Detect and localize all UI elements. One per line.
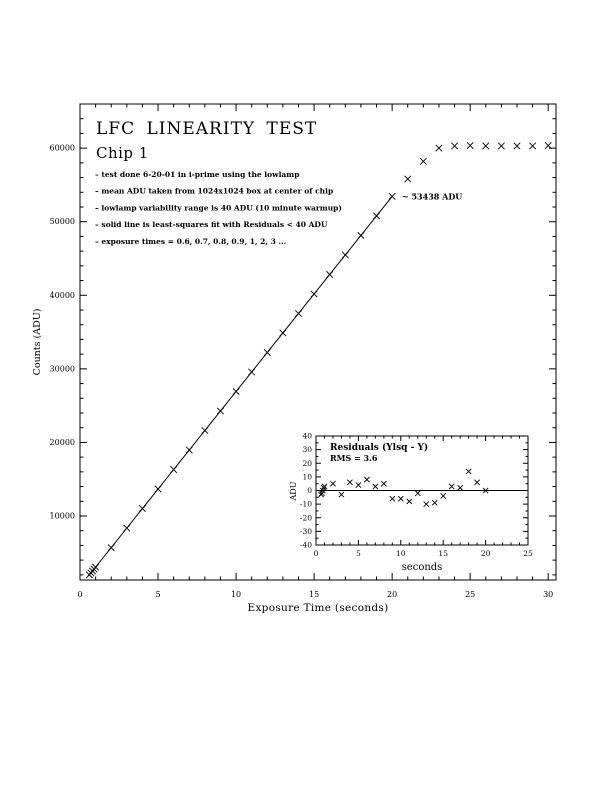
- residual-point-marker: [432, 500, 437, 505]
- annotation-list: [95, 170, 342, 246]
- chart-title: LFC LINEARITY TEST: [96, 119, 318, 139]
- residual-point-marker: [398, 496, 403, 501]
- annotation-line: – lowlamp variability range is 40 ADU (10 minute warmup): [95, 203, 342, 213]
- inset-y-tick-label: 20: [302, 458, 312, 468]
- residual-point-marker: [356, 482, 361, 487]
- annotation-line: – solid line is least-squares fit with Residuals < 40 ADU: [95, 220, 328, 230]
- inset-y-tick-label: 40: [302, 431, 312, 441]
- inset-x-axis-label: seconds: [401, 562, 443, 573]
- data-point-marker: [202, 427, 208, 433]
- data-point-marker: [217, 408, 223, 414]
- data-point-marker: [514, 143, 520, 149]
- inset-y-tick-label: -40: [299, 540, 312, 550]
- data-point-marker: [92, 564, 98, 570]
- y-axis-label: Counts (ADU): [32, 308, 43, 376]
- inset-x-tick-label: 25: [523, 549, 533, 558]
- residual-point-marker: [381, 481, 386, 486]
- x-tick-label: 20: [387, 590, 398, 599]
- data-point-marker: [233, 388, 239, 394]
- inset-y-tick-label: -20: [299, 513, 312, 523]
- chart-subtitle: Chip 1: [96, 144, 149, 162]
- data-point-marker: [311, 291, 317, 297]
- residual-point-marker: [458, 485, 463, 490]
- data-point-marker: [467, 142, 473, 148]
- inset-y-tick-label: -30: [299, 526, 312, 536]
- inset-y-tick-label: 10: [302, 472, 312, 482]
- residual-point-marker: [373, 484, 378, 489]
- data-point-marker: [186, 447, 192, 453]
- y-tick-label: 20000: [49, 437, 75, 447]
- data-point-marker: [248, 369, 254, 375]
- y-tick-label: 40000: [49, 290, 75, 300]
- inset-rms-label: RMS = 3.6: [330, 453, 378, 463]
- inset-y-tick-label: -10: [299, 499, 312, 509]
- y-tick-label: 30000: [49, 364, 75, 374]
- residual-point-marker: [415, 491, 420, 496]
- x-tick-label: 15: [309, 590, 320, 599]
- residual-point-marker: [390, 496, 395, 501]
- y-tick-label: 50000: [49, 217, 75, 227]
- data-point-marker: [498, 143, 504, 149]
- residual-point-marker: [364, 477, 369, 482]
- annotation-line: – mean ADU taken from 1024x1024 box at center of chip: [95, 186, 334, 196]
- x-axis-label: Exposure Time (seconds): [247, 602, 389, 614]
- residual-point-marker: [347, 480, 352, 485]
- saturation-point-label: ~ 53438 ADU: [402, 191, 463, 202]
- data-point-marker: [483, 143, 489, 149]
- residual-point-marker: [330, 481, 335, 486]
- annotation-line: – test done 6-20-01 in i-prime using the lowlamp: [95, 170, 300, 179]
- inset-x-tick-label: 15: [438, 549, 448, 558]
- inset-x-tick-label: 0: [313, 549, 319, 558]
- data-point-marker: [139, 505, 145, 511]
- data-point-marker: [529, 143, 535, 149]
- inset-x-tick-label: 5: [356, 549, 361, 558]
- data-point-marker: [420, 158, 426, 164]
- data-point-marker: [436, 145, 442, 151]
- residual-point-marker: [407, 499, 412, 504]
- data-point-marker: [389, 193, 395, 199]
- inset-x-tick-label: 20: [480, 549, 491, 558]
- residual-point-marker: [466, 469, 471, 474]
- data-point-marker: [373, 213, 379, 219]
- data-point-marker: [545, 142, 551, 148]
- x-tick-label: 10: [230, 590, 242, 599]
- inset-y-tick-label: 30: [302, 445, 312, 455]
- inset-y-axis-label: ADU: [289, 481, 298, 501]
- residual-point-marker: [339, 492, 344, 497]
- data-point-marker: [170, 466, 176, 472]
- inset-title: Residuals (Ylsq - Y): [330, 443, 429, 453]
- y-tick-label: 10000: [49, 511, 75, 521]
- data-point-marker: [342, 252, 348, 258]
- data-point-marker: [124, 525, 130, 531]
- x-tick-label: 0: [77, 590, 83, 599]
- data-point-marker: [358, 232, 364, 238]
- x-tick-label: 25: [465, 590, 476, 599]
- residual-point-marker: [449, 484, 454, 489]
- data-point-marker: [280, 330, 286, 336]
- data-point-marker: [295, 310, 301, 316]
- data-point-marker: [327, 271, 333, 277]
- data-point-marker: [264, 349, 270, 355]
- data-point-marker: [155, 486, 161, 492]
- data-point-marker: [108, 544, 114, 550]
- residual-point-marker: [475, 480, 480, 485]
- data-point-marker: [451, 143, 457, 149]
- inset-y-tick-label: 0: [307, 486, 312, 495]
- residual-point-marker: [441, 493, 446, 498]
- inset-x-tick-label: 10: [396, 549, 406, 558]
- x-tick-label: 30: [543, 590, 554, 599]
- x-tick-label: 5: [155, 590, 161, 599]
- residual-point-marker: [424, 502, 429, 507]
- y-tick-label: 60000: [49, 143, 75, 153]
- annotation-line: – exposure times = 0.6, 0.7, 0.8, 0.9, 1, 2, 3 ...: [95, 236, 287, 246]
- data-point-marker: [405, 176, 411, 182]
